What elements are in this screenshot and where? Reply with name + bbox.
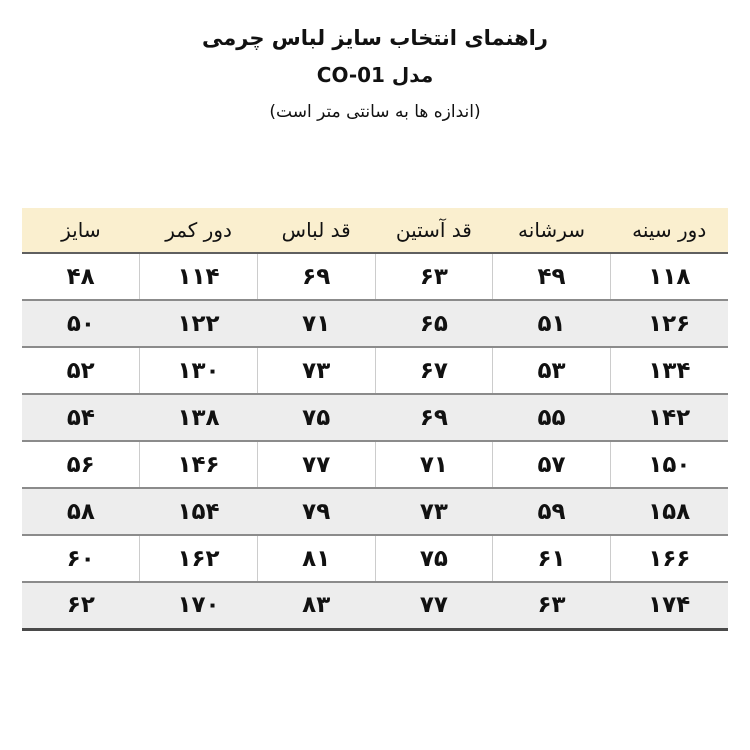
table-cell: ۱۵۰ — [610, 441, 728, 488]
table-row — [22, 441, 728, 488]
table-cell: ۶۲ — [22, 582, 140, 629]
table-cell: ۱۲۲ — [140, 300, 258, 347]
table-cell: ۱۳۰ — [140, 347, 258, 394]
table-row — [22, 394, 728, 441]
table-cell: ۵۵ — [493, 394, 611, 441]
table-cell: ۶۵ — [375, 300, 493, 347]
size-table — [22, 208, 728, 631]
size-guide-header — [0, 26, 750, 122]
table-row — [22, 347, 728, 394]
model-subtitle: مدل CO-01 — [316, 63, 434, 87]
table-cell: ۵۷ — [493, 441, 611, 488]
table-row — [22, 488, 728, 535]
column-header-garment-length: قد لباس — [257, 208, 375, 253]
column-header-size: سایز — [22, 208, 140, 253]
column-header-sleeve-length: قد آستین — [375, 208, 493, 253]
table-cell: ۶۰ — [22, 535, 140, 582]
table-cell: ۵۱ — [493, 300, 611, 347]
table-cell: ۷۵ — [257, 394, 375, 441]
table-cell: ۷۱ — [257, 300, 375, 347]
table-cell: ۶۷ — [375, 347, 493, 394]
table-cell: ۵۰ — [22, 300, 140, 347]
table-cell: ۶۹ — [375, 394, 493, 441]
table-row — [22, 535, 728, 582]
page-title: راهنمای انتخاب سایز لباس چرمی — [202, 26, 548, 50]
table-cell: ۷۳ — [375, 488, 493, 535]
table-row — [22, 253, 728, 300]
column-header-shoulder: سرشانه — [493, 208, 611, 253]
table-cell: ۱۱۸ — [610, 253, 728, 300]
table-cell: ۴۸ — [22, 253, 140, 300]
table-cell: ۷۱ — [375, 441, 493, 488]
table-row — [22, 300, 728, 347]
table-cell: ۱۳۸ — [140, 394, 258, 441]
table-cell: ۵۹ — [493, 488, 611, 535]
table-cell: ۱۷۰ — [140, 582, 258, 629]
table-cell: ۵۴ — [22, 394, 140, 441]
table-cell: ۷۷ — [257, 441, 375, 488]
table-cell: ۱۴۲ — [610, 394, 728, 441]
table-cell: ۷۷ — [375, 582, 493, 629]
table-cell: ۶۳ — [375, 253, 493, 300]
table-row — [22, 582, 728, 629]
table-cell: ۱۴۶ — [140, 441, 258, 488]
table-cell: ۷۳ — [257, 347, 375, 394]
table-header-row — [22, 208, 728, 253]
table-cell: ۱۵۴ — [140, 488, 258, 535]
table-cell: ۷۹ — [257, 488, 375, 535]
table-cell: ۷۵ — [375, 535, 493, 582]
table-cell: ۵۸ — [22, 488, 140, 535]
column-header-chest: دور سینه — [610, 208, 728, 253]
table-cell: ۵۶ — [22, 441, 140, 488]
column-header-waist: دور کمر — [140, 208, 258, 253]
table-cell: ۶۳ — [493, 582, 611, 629]
table-cell: ۱۵۸ — [610, 488, 728, 535]
table-cell: ۵۲ — [22, 347, 140, 394]
size-table-body — [22, 253, 728, 629]
table-cell: ۱۱۴ — [140, 253, 258, 300]
table-cell: ۸۱ — [257, 535, 375, 582]
table-cell: ۶۹ — [257, 253, 375, 300]
table-cell: ۵۳ — [493, 347, 611, 394]
table-cell: ۱۶۲ — [140, 535, 258, 582]
size-table-container — [22, 208, 728, 631]
table-cell: ۴۹ — [493, 253, 611, 300]
table-cell: ۱۷۴ — [610, 582, 728, 629]
units-note: (اندازه ها به سانتی متر است) — [269, 102, 481, 122]
table-cell: ۱۳۴ — [610, 347, 728, 394]
table-cell: ۱۶۶ — [610, 535, 728, 582]
table-cell: ۶۱ — [493, 535, 611, 582]
table-cell: ۸۳ — [257, 582, 375, 629]
table-cell: ۱۲۶ — [610, 300, 728, 347]
